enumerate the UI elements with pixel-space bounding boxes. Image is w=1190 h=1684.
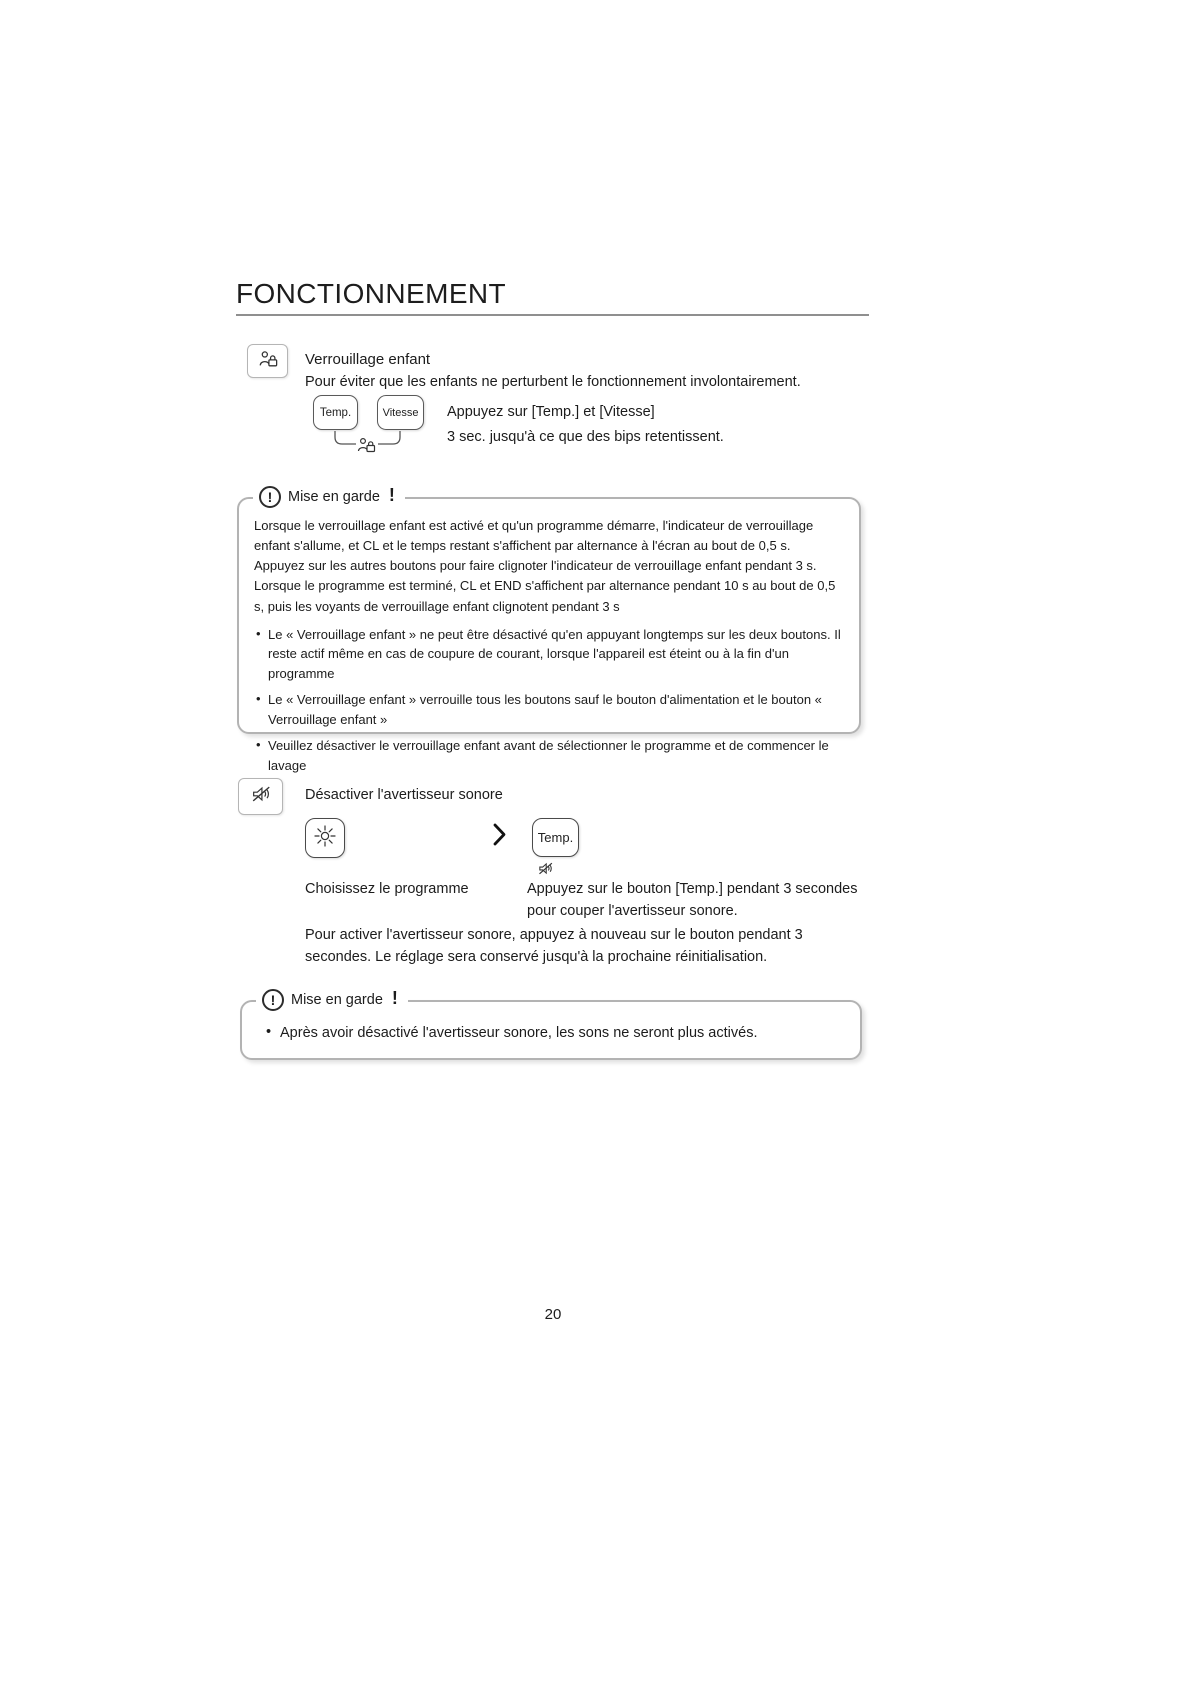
list-item: • Après avoir désactivé l'avertisseur sonore, les sons ne seront plus activés.	[264, 1023, 840, 1045]
buzzer-step2-caption-line2: pour couper l'avertisseur sonore.	[527, 903, 738, 919]
child-lock-intro: Pour éviter que les enfants ne perturbent le fonctionnement involontairement.	[305, 374, 801, 390]
child-lock-icon	[257, 349, 279, 374]
child-lock-instruction-line1: Appuyez sur [Temp.] et [Vitesse]	[447, 404, 655, 420]
child-lock-icon-box	[247, 344, 288, 378]
warning-bullet-list	[254, 625, 843, 776]
warning-exclaim: !	[388, 484, 395, 505]
temp-button-illustration-2: Temp.	[532, 818, 579, 857]
child-lock-instruction-line2: 3 sec. jusqu'à ce que des bips retentissent.	[447, 429, 724, 445]
child-lock-heading: Verrouillage enfant	[305, 351, 431, 368]
warning-label	[256, 989, 408, 1011]
buzzer-note: Pour activer l'avertisseur sonore, appuyez à nouveau sur le bouton pendant 3 secondes. Le réglage sera conservé jusqu'à la prochaine réinitialisation.	[305, 927, 803, 965]
muted-speaker-icon	[250, 783, 272, 810]
vitesse-button-illustration: Vitesse	[377, 395, 424, 430]
child-lock-mini-icon	[359, 439, 375, 452]
title-divider	[236, 314, 869, 316]
buzzer-heading: Désactiver l'avertisseur sonore	[305, 787, 503, 803]
warning-box-child-lock	[237, 484, 861, 773]
program-button-illustration	[305, 818, 345, 858]
list-item: • Veuillez désactiver le verrouillage enfant avant de sélectionner le programme et de commencer le lavage	[254, 736, 843, 775]
temp-button-illustration: Temp.	[313, 395, 358, 430]
page-title: FONCTIONNEMENT	[236, 278, 507, 309]
program-dial-icon	[312, 823, 338, 854]
muted-speaker-small-icon	[537, 860, 554, 882]
buzzer-step2-caption-line1: Appuyez sur le bouton [Temp.] pendant 3 secondes	[527, 881, 858, 897]
list-item: • Le « Verrouillage enfant » verrouille tous les boutons sauf le bouton d'alimentation et le bouton « Verrouillage enfant »	[254, 690, 843, 729]
page-number: 20	[544, 1306, 562, 1323]
buzzer-step1-caption: Choisissez le programme	[305, 881, 469, 897]
warning-label-text: Mise en garde	[288, 489, 380, 505]
warning-body-text: Lorsque le verrouillage enfant est activé et qu'un programme démarre, l'indicateur de verrouillage enfant s'allume, et CL et le temps restant s'affichent par alternance à l'écran au bout de 0,5 s. Appuyez sur les autres boutons pour faire clignoter l'indicateur de verrouillage enfant pendant 3 s. Lorsque le programme est terminé, CL et END s'affichent par alternance pendant 10 s au bout de 0,5 s, puis les voyants de verrouillage enfant clignotent pendant 3 s	[254, 518, 836, 614]
warning-label	[253, 486, 405, 508]
list-item: • Le « Verrouillage enfant » ne peut être désactivé qu'en appuyant longtemps sur les deux boutons. Il reste actif même en cas de coupure de courant, lorsque l'appareil est éteint ou à la fin d'un programme	[254, 625, 843, 684]
warning-label-text: Mise en garde	[291, 992, 383, 1008]
warning-icon: !	[259, 486, 281, 508]
warning-icon: !	[262, 989, 284, 1011]
chevron-right-icon	[492, 822, 507, 852]
muted-buzzer-icon-box	[238, 778, 283, 815]
warning-box-buzzer	[240, 987, 862, 1060]
button-combo-bracket	[314, 431, 426, 462]
warning-exclaim: !	[391, 987, 398, 1008]
